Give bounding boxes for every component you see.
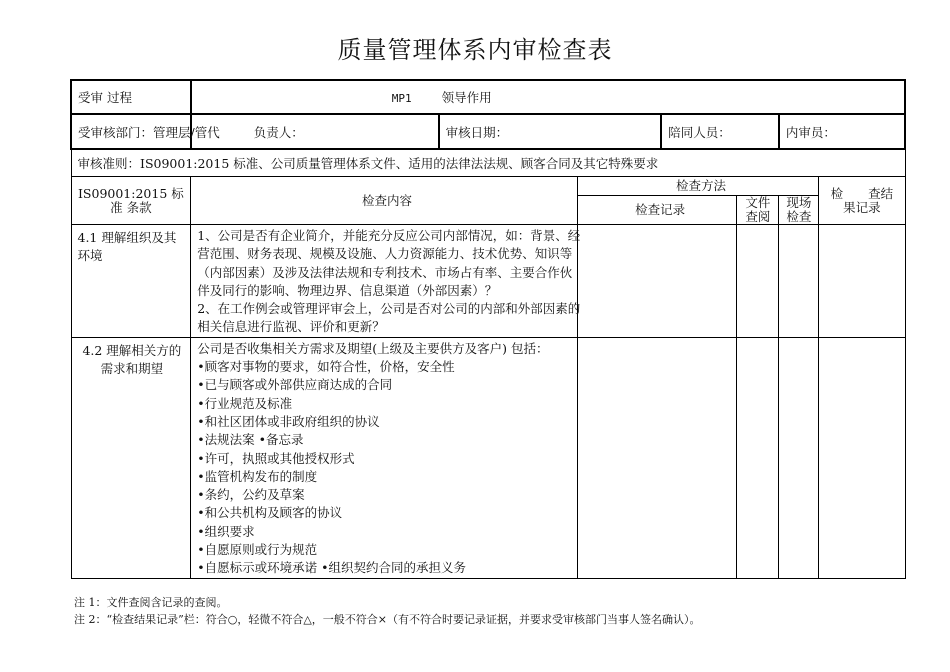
page-title: 质量管理体系内审检查表 (337, 36, 613, 64)
content-line: 伴及同行的影响、物理边界、信息渠道（外部因素）？ (197, 282, 498, 298)
table-row (71, 337, 905, 578)
content-line: •行业规范及标准 (197, 395, 293, 411)
content-line: 2、在工作例会或管理评审会上，公司是否对公司的内部和外部因素的 (197, 301, 581, 317)
dept-cell (71, 114, 220, 149)
accompany-cell (661, 114, 779, 149)
process-name: 领导作用 (441, 90, 492, 105)
header-record: 检查记录 (577, 196, 737, 225)
doc-review-cell (737, 337, 779, 578)
auditor-label: 内审员： (785, 124, 836, 140)
content-line: •顾客对事物的要求，如符合性，价格，安全性 (197, 359, 455, 375)
audit-checklist-table (70, 79, 906, 579)
process-value (191, 80, 905, 114)
site-check-cell (779, 337, 819, 578)
responsible-label: 负责人： (253, 124, 304, 140)
content-line: •条约，公约及草案 (197, 487, 305, 503)
site-check-cell (779, 225, 819, 338)
header-site-check: 现场检查 (779, 196, 819, 225)
criteria-row (71, 149, 905, 177)
content-line: •自愿标示或环境承诺 •组织契约合同的承担义务 (197, 560, 466, 576)
responsible-cell (191, 114, 439, 149)
doc-review-cell (737, 225, 779, 338)
content-line: •法规法案 •备忘录 (197, 432, 304, 448)
content-line: •许可，执照或其他授权形式 (197, 450, 355, 466)
header-row-1 (71, 177, 905, 196)
footnote: 注 1：文件查阅含记录的查阅。 (74, 596, 228, 609)
content-line: •组织要求 (197, 523, 255, 539)
audit-date-label: 审核日期： (445, 124, 509, 140)
content-line: （内部因素）及涉及法律法规和专利技术、市场占有率、主要合作伙 (197, 264, 573, 280)
footnote: 注 2：“检查结果记录”栏：符合○，轻微不符合△，一般不符合×（有不符合时要记录证据，并要求受审核部门当事人签名确认）。 (74, 613, 701, 626)
content-line: •自愿原则或行为规范 (197, 542, 318, 558)
header-result: 检 查结果记录 (819, 177, 905, 225)
content-cell (191, 225, 581, 338)
auditor-cell (779, 114, 905, 149)
header-content: 检查内容 (191, 177, 578, 225)
content-cell (191, 337, 578, 578)
record-cell (577, 337, 737, 578)
content-line: 公司是否收集相关方需求及期望(上级及主要供方及客户) 包括： (197, 340, 549, 356)
content-line: •和公共机构及顾客的协议 (197, 505, 343, 521)
result-cell (819, 225, 905, 338)
table-row (71, 225, 905, 338)
footnotes (74, 594, 701, 628)
dept-label: 受审核部门：管理层/管代 (78, 124, 220, 140)
header-method: 检查方法 (577, 177, 819, 196)
clause-cell: 4.1 理解组织及其环境 (71, 225, 191, 338)
content-line: •和社区团体或非政府组织的协议 (197, 413, 380, 429)
process-code: MP1 (391, 92, 412, 105)
content-line: •已与顾客或外部供应商达成的合同 (197, 377, 393, 393)
criteria-text: 审核准则：IS09001:2015 标准、公司质量管理体系文件、适用的法律法法规、顾客合同及其它特殊要求 (71, 149, 905, 177)
record-cell (577, 225, 737, 338)
info-row (71, 114, 905, 149)
process-label: 受审 过程 (71, 80, 191, 114)
accompany-label: 陪同人员： (668, 124, 731, 140)
content-line: 相关信息进行监视、评价和更新？ (197, 319, 385, 335)
audit-date-cell (439, 114, 662, 149)
content-line: 1、公司是否有企业简介，并能充分反应公司内部情况，如：背景、经 (197, 228, 581, 243)
content-line: 营范围、财务表现、规模及设施、人力资源能力、技术优势、知识等 (197, 246, 573, 262)
header-clause: IS09001:2015 标准 条款 (71, 177, 191, 225)
process-row (71, 80, 905, 114)
result-cell (819, 337, 905, 578)
header-doc-review: 文件查阅 (737, 196, 779, 225)
clause-cell: 4.2 理解相关方的需求和期望 (71, 337, 191, 578)
content-line: •监管机构发布的制度 (197, 468, 318, 484)
